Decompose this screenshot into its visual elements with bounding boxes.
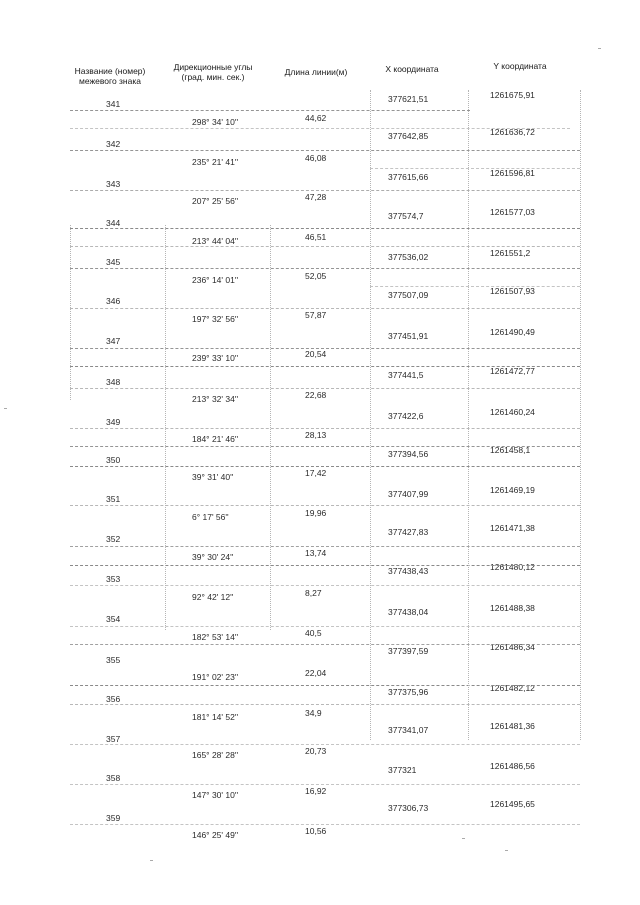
header-angles: Дирекционные углы (град. мин. сек.) [173,62,253,82]
direction-angle: 6° 17' 56'' [192,512,229,522]
line-length: 20,73 [305,746,327,756]
table-rule [70,246,580,247]
y-coordinate: 1261481,36 [490,721,535,731]
y-coordinate: 1261551,2 [490,248,531,258]
y-coordinate: 1261471,38 [490,523,535,533]
line-length: 20,54 [305,349,327,359]
direction-angle: 239° 33' 10'' [192,353,239,363]
line-length: 8,27 [305,588,322,598]
line-length: 46,08 [305,153,327,163]
table-rule [70,466,580,467]
y-coordinate: 1261596,81 [490,168,535,178]
point-name: 351 [106,494,121,504]
column-rule [370,90,371,740]
table-rule [70,546,580,547]
line-length: 34,9 [305,708,322,718]
y-coordinate: 1261458,1 [490,445,531,455]
table-rule [70,784,580,785]
point-name: 357 [106,734,121,744]
point-name: 347 [106,336,121,346]
scan-speck [598,48,601,49]
point-name: 350 [106,455,121,465]
line-length: 40,5 [305,628,322,638]
table-rule [70,505,580,506]
x-coordinate: 377615,66 [388,172,429,182]
line-length: 22,04 [305,668,327,678]
direction-angle: 184° 21' 46'' [192,434,239,444]
direction-angle: 165° 28' 28'' [192,750,239,760]
scan-speck [4,408,7,409]
line-length: 17,42 [305,468,327,478]
table-rule [70,644,580,645]
line-length: 13,74 [305,548,327,558]
y-coordinate: 1261675,91 [490,90,535,100]
direction-angle: 146° 25' 49'' [192,830,239,840]
direction-angle: 197° 32' 56'' [192,314,239,324]
table-rule [70,366,580,367]
direction-angle: 207° 25' 56'' [192,196,239,206]
table-rule [70,824,580,825]
y-coordinate: 1261469,19 [490,485,535,495]
line-length: 57,87 [305,310,327,320]
direction-angle: 92° 42' 12'' [192,592,234,602]
header-length: Длина линии(м) [284,67,348,77]
table-rule [70,150,580,151]
y-coordinate: 1261486,34 [490,642,535,652]
y-coordinate: 1261495,65 [490,799,535,809]
column-rule [580,90,581,740]
header-x: X координата [385,64,439,74]
x-coordinate: 377375,96 [388,687,429,697]
table-rule [70,110,470,111]
line-length: 28,13 [305,430,327,440]
line-length: 16,92 [305,786,327,796]
y-coordinate: 1261472,77 [490,366,535,376]
point-name: 348 [106,377,121,387]
line-length: 10,56 [305,826,327,836]
x-coordinate: 377422,6 [388,411,424,421]
table-rule [70,308,580,309]
x-coordinate: 377306,73 [388,803,429,813]
x-coordinate: 377438,04 [388,607,429,617]
line-length: 47,28 [305,192,327,202]
line-length: 19,96 [305,508,327,518]
point-name: 349 [106,417,121,427]
direction-angle: 213° 32' 34'' [192,394,239,404]
point-name: 359 [106,813,121,823]
x-coordinate: 377427,83 [388,527,429,537]
direction-angle: 191° 02' 23'' [192,672,239,682]
point-name: 356 [106,694,121,704]
table-rule [70,228,580,229]
direction-angle: 39° 30' 24'' [192,552,234,562]
column-rule [270,225,271,630]
table-rule [70,585,580,586]
y-coordinate: 1261490,49 [490,327,535,337]
x-coordinate: 377397,59 [388,646,429,656]
y-coordinate: 1261480,12 [490,562,535,572]
table-rule [70,744,580,745]
column-rule [468,90,469,740]
direction-angle: 181° 14' 52'' [192,712,239,722]
direction-angle: 298° 34' 10'' [192,117,239,127]
line-length: 44,62 [305,113,327,123]
line-length: 22,68 [305,390,327,400]
x-coordinate: 377536,02 [388,252,429,262]
column-rule [165,225,166,630]
x-coordinate: 377441,5 [388,370,424,380]
x-coordinate: 377451,91 [388,331,429,341]
table-rule [370,168,580,169]
table-rule [70,704,580,705]
y-coordinate: 1261460,24 [490,407,535,417]
scan-speck [462,838,465,839]
x-coordinate: 377438,43 [388,566,429,576]
table-rule [70,388,580,389]
table-rule [70,446,580,447]
table-rule [70,626,580,627]
y-coordinate: 1261482,12 [490,683,535,693]
table-rule [70,190,580,191]
x-coordinate: 377642,85 [388,131,429,141]
scan-speck [505,850,508,851]
column-rule [70,225,71,400]
x-coordinate: 377341,07 [388,725,429,735]
line-length: 52,05 [305,271,327,281]
line-length: 46,51 [305,232,327,242]
point-name: 353 [106,574,121,584]
point-name: 345 [106,257,121,267]
x-coordinate: 377394,56 [388,449,429,459]
x-coordinate: 377507,09 [388,290,429,300]
point-name: 341 [106,99,121,109]
point-name: 354 [106,614,121,624]
direction-angle: 213° 44' 04'' [192,236,239,246]
table-rule [70,428,580,429]
x-coordinate: 377407,99 [388,489,429,499]
x-coordinate: 377321 [388,765,417,775]
point-name: 346 [106,296,121,306]
table-rule [70,268,580,269]
point-name: 355 [106,655,121,665]
header-y: Y координата [493,61,547,71]
y-coordinate: 1261507,93 [490,286,535,296]
point-name: 358 [106,773,121,783]
table-rule [370,286,580,287]
point-name: 352 [106,534,121,544]
header-name: Название (номер) межевого знака [74,66,146,86]
table-rule [70,565,580,566]
y-coordinate: 1261636,72 [490,127,535,137]
point-name: 343 [106,179,121,189]
y-coordinate: 1261486,56 [490,761,535,771]
direction-angle: 235° 21' 41'' [192,157,239,167]
direction-angle: 147° 30' 10'' [192,790,239,800]
x-coordinate: 377574,7 [388,211,424,221]
table-rule [70,685,580,686]
y-coordinate: 1261488,38 [490,603,535,613]
direction-angle: 236° 14' 01'' [192,275,239,285]
point-name: 342 [106,139,121,149]
direction-angle: 39° 31' 40'' [192,472,234,482]
table-rule [70,348,580,349]
point-name: 344 [106,218,121,228]
scan-speck [150,860,153,861]
table-rule [70,128,570,129]
direction-angle: 182° 53' 14'' [192,632,239,642]
y-coordinate: 1261577,03 [490,207,535,217]
x-coordinate: 377621,51 [388,94,429,104]
